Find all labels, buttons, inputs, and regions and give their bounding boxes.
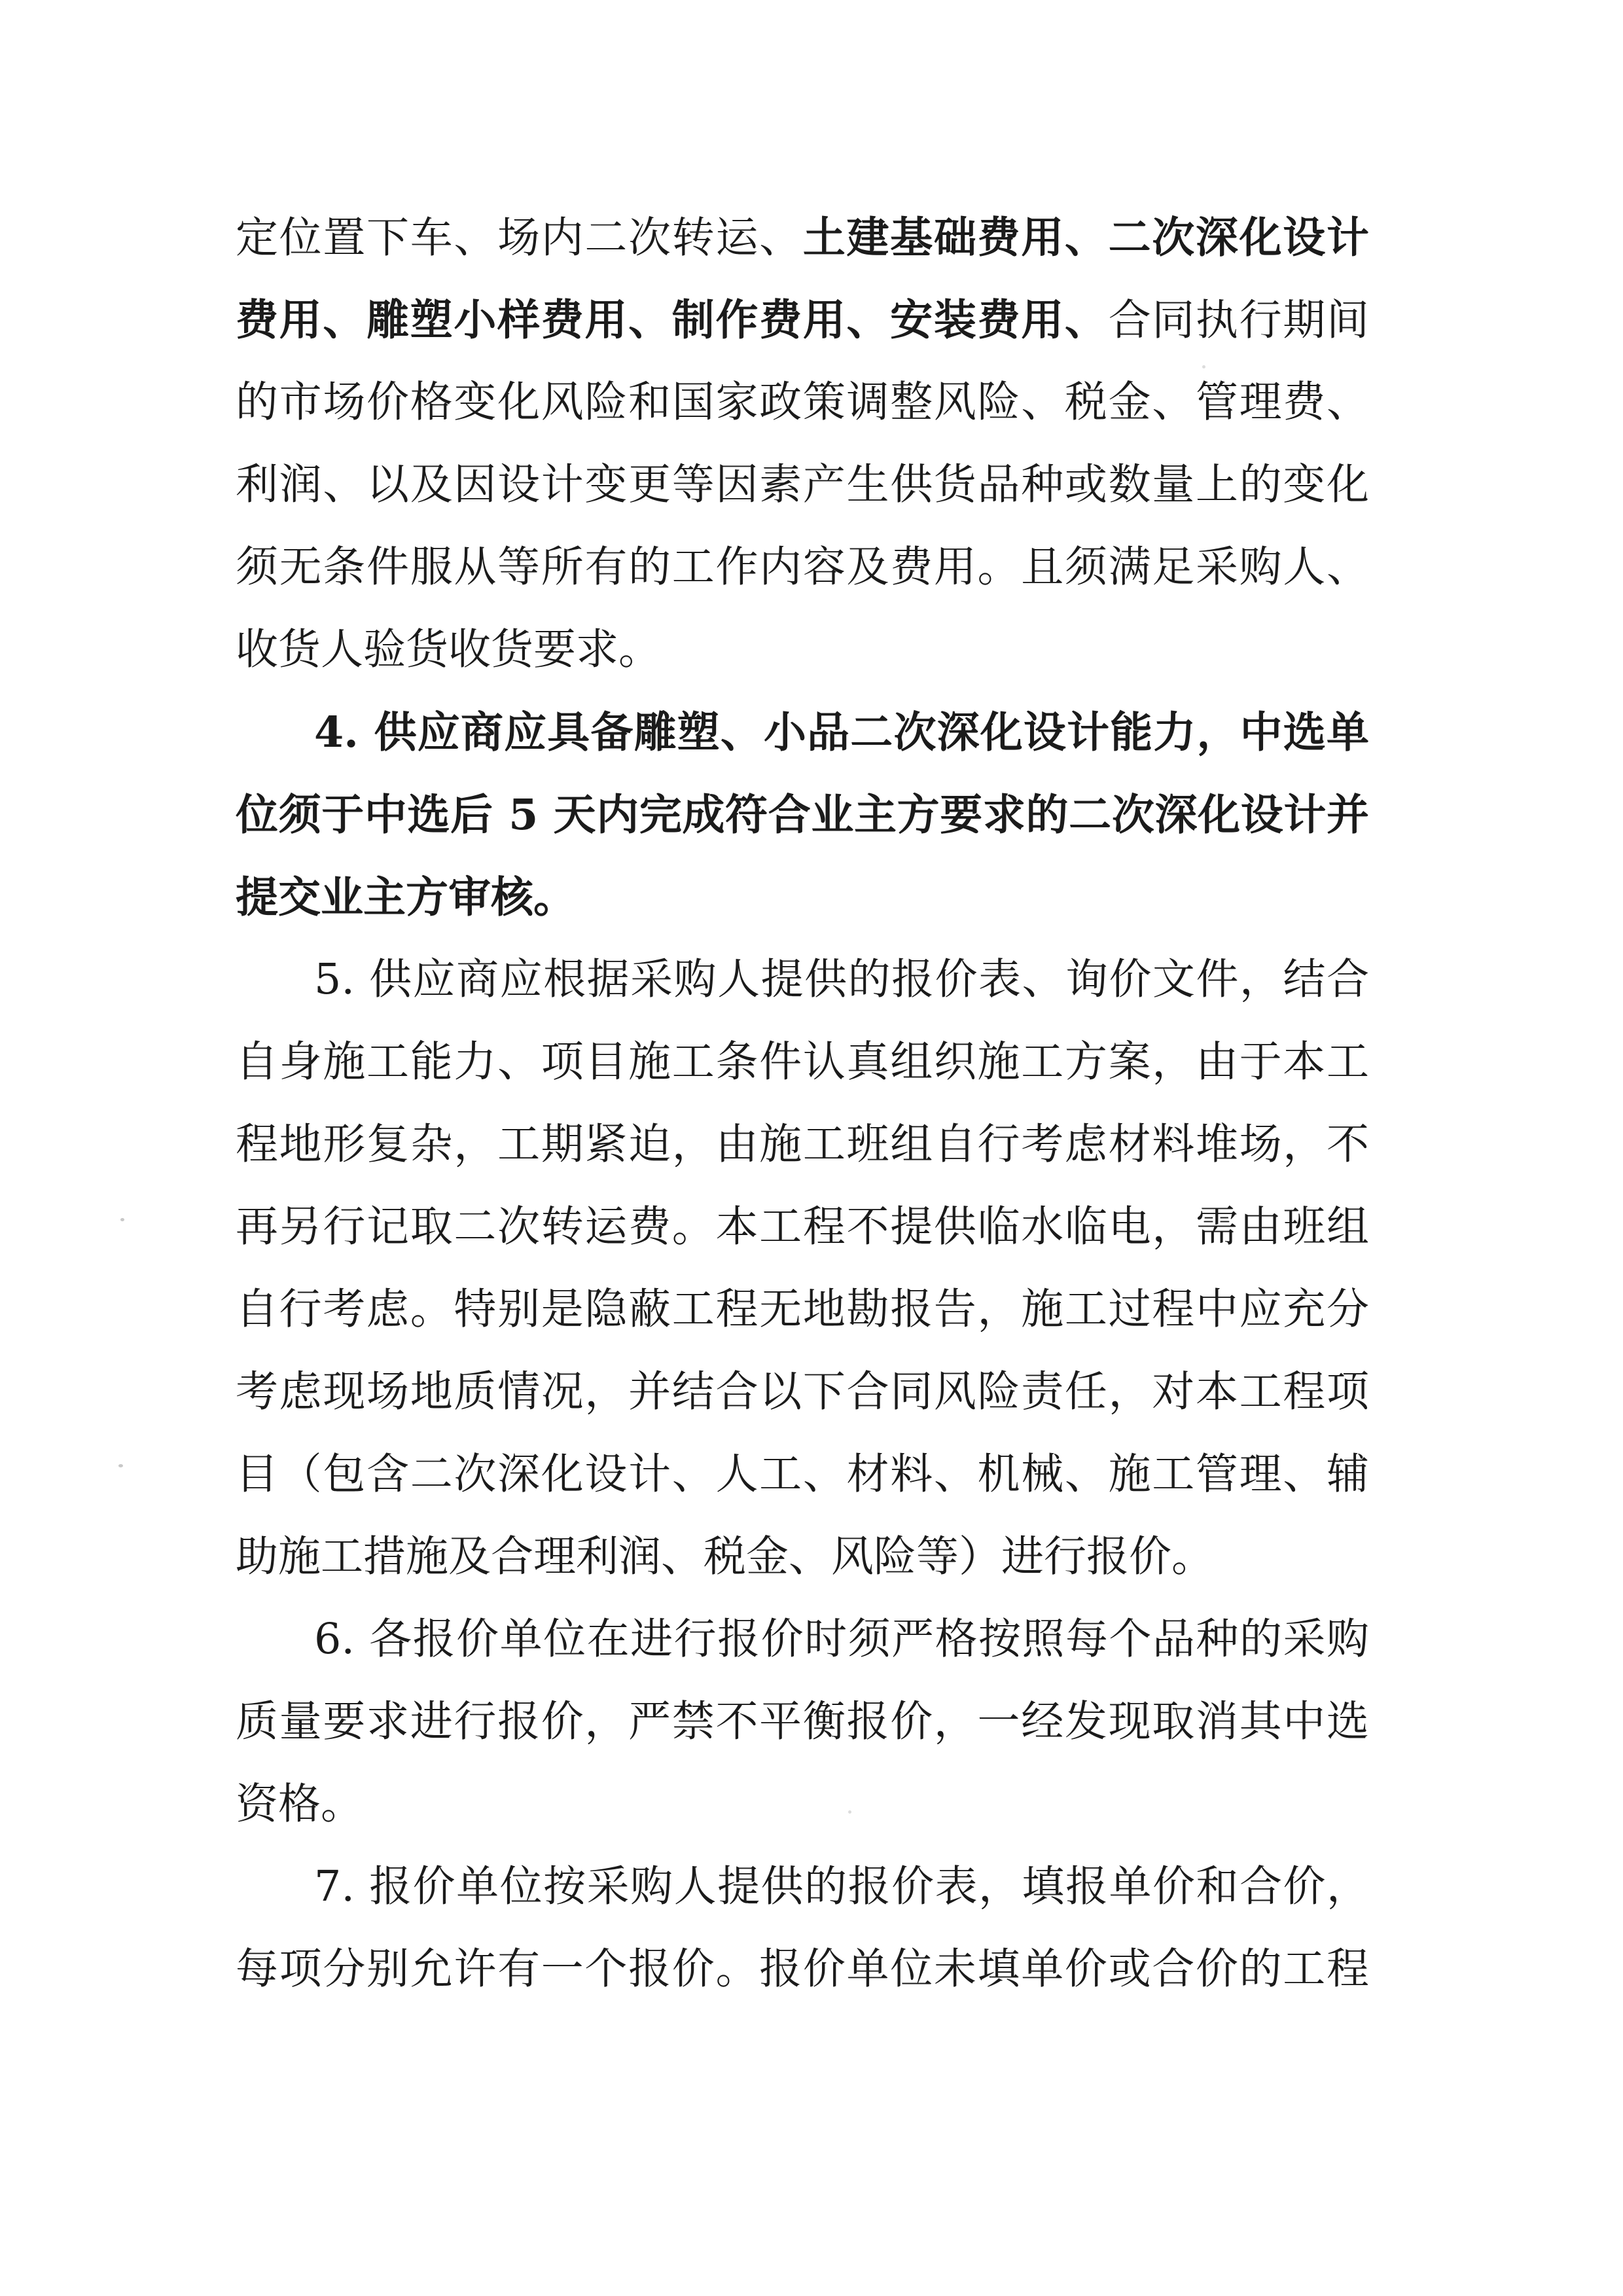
text-line-7-clause-4-start xyxy=(236,691,1369,774)
text-line-4 xyxy=(236,444,1369,526)
text-run-bold: 土建基础费用、二次深化设计 xyxy=(802,213,1369,262)
text-line-10-clause-5-start xyxy=(236,939,1369,1021)
text-line-3 xyxy=(236,361,1369,444)
text-run: 再另行记取二次转运费。本工程不提供临水临电，需由班组 xyxy=(236,1202,1369,1251)
text-line-6 xyxy=(236,609,1369,691)
text-line-22 xyxy=(236,1928,1369,2011)
text-line-2 xyxy=(236,279,1369,361)
text-line-14 xyxy=(236,1268,1369,1351)
text-run: 7. 报价单位按采购人提供的报价表，填报单价和合价， xyxy=(314,1862,1369,1911)
text-line-12 xyxy=(236,1103,1369,1186)
text-line-16 xyxy=(236,1433,1369,1516)
text-line-5 xyxy=(236,526,1369,609)
text-run: 资格。 xyxy=(236,1780,364,1829)
text-run-bold: 提交业主方审核。 xyxy=(236,872,577,922)
text-run: 6. 各报价单位在进行报价时须严格按照每个品种的采购 xyxy=(314,1615,1369,1664)
text-line-11 xyxy=(236,1021,1369,1103)
text-line-21-clause-7-start xyxy=(236,1846,1369,1928)
scan-speck xyxy=(848,1810,851,1814)
text-run: 5. 供应商应根据采购人提供的报价表、询价文件，结合 xyxy=(314,955,1369,1004)
text-line-20 xyxy=(236,1763,1369,1846)
text-line-15 xyxy=(236,1351,1369,1433)
text-line-13 xyxy=(236,1186,1369,1268)
text-line-8 xyxy=(236,774,1369,856)
text-run: 定位置下车、场内二次转运、 xyxy=(236,213,803,262)
text-run: 每项分别允许有一个报价。报价单位未填单价或合价的工程 xyxy=(236,1945,1369,1994)
text-run: 合同执行期间 xyxy=(1108,296,1369,345)
text-run: 的市场价格变化风险和国家政策调整风险、税金、管理费、 xyxy=(236,378,1369,427)
text-run: 自身施工能力、项目施工条件认真组织施工方案，由于本工 xyxy=(236,1037,1369,1086)
text-run: 收货人验货收货要求。 xyxy=(236,625,662,674)
text-run: 须无条件服从等所有的工作内容及费用。且须满足采购人、 xyxy=(236,543,1369,592)
text-line-17 xyxy=(236,1516,1369,1598)
text-line-1 xyxy=(236,196,1369,279)
text-run: 程地形复杂，工期紧迫，由施工班组自行考虑材料堆场，不 xyxy=(236,1120,1369,1169)
text-run: 考虑现场地质情况，并结合以下合同风险责任，对本工程项 xyxy=(236,1367,1369,1416)
text-run: 目（包含二次深化设计、人工、材料、机械、施工管理、辅 xyxy=(236,1450,1369,1499)
text-line-19 xyxy=(236,1681,1369,1763)
text-line-18-clause-6-start xyxy=(236,1598,1369,1681)
text-run: 自行考虑。特别是隐蔽工程无地勘报告，施工过程中应充分 xyxy=(236,1285,1369,1334)
text-run-bold: 位须于中选后 5 天内完成符合业主方要求的二次深化设计并 xyxy=(236,790,1369,840)
text-run: 利润、以及因设计变更等因素产生供货品种或数量上的变化 xyxy=(236,460,1369,509)
text-run-bold: 4. 供应商应具备雕塑、小品二次深化设计能力，中选单 xyxy=(314,708,1369,757)
text-run: 质量要求进行报价，严禁不平衡报价，一经发现取消其中选 xyxy=(236,1697,1369,1746)
text-run-bold: 费用、雕塑小样费用、制作费用、安装费用、 xyxy=(236,295,1109,345)
text-run: 助施工措施及合理利润、税金、风险等）进行报价。 xyxy=(236,1532,1215,1581)
document-body xyxy=(236,196,1369,2011)
scan-speck xyxy=(118,1464,123,1467)
scan-speck xyxy=(1202,365,1205,368)
text-line-9 xyxy=(236,856,1369,939)
scan-speck xyxy=(120,1218,124,1221)
